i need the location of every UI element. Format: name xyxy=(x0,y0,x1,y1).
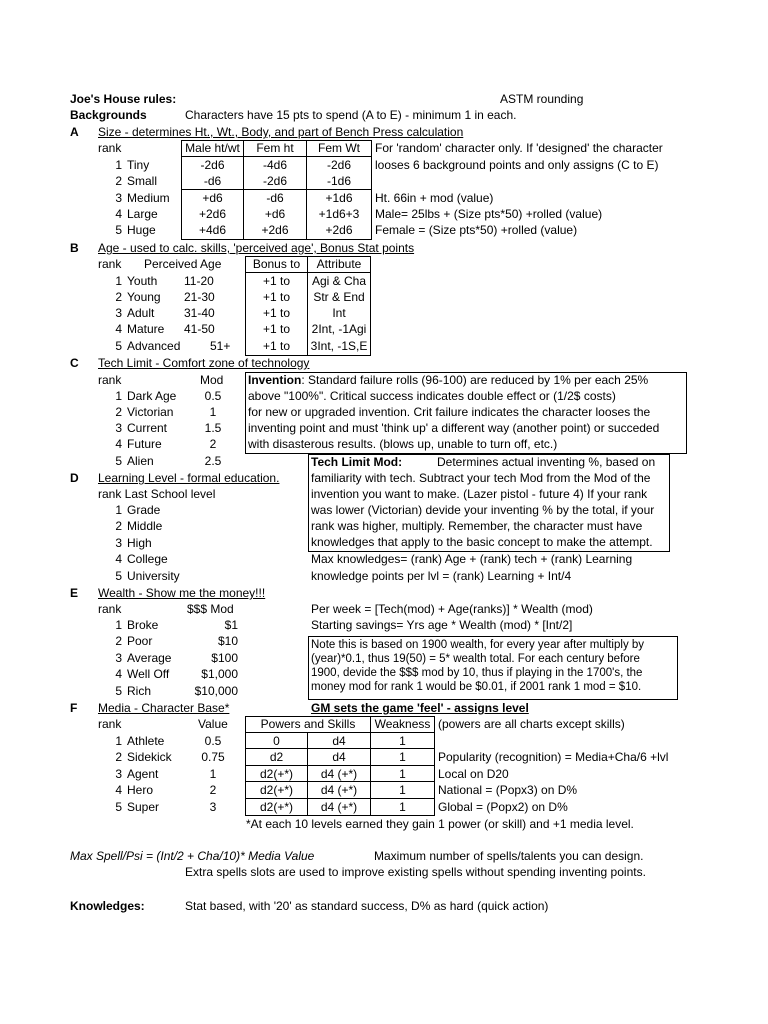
size-cell: -2d6 xyxy=(262,174,288,188)
section-letter-c: C xyxy=(70,356,79,370)
size-cell: -d6 xyxy=(266,191,284,205)
knowledges-text: Stat based, with '20' as standard success, D% as hard (quick action) xyxy=(185,899,549,913)
backgrounds-text: Characters have 15 pts to spend (A to E) - minimum 1 in each. xyxy=(185,108,517,122)
page-title: Joe's House rules: xyxy=(70,92,177,106)
size-rank-name: Small xyxy=(127,174,158,188)
invention-text: : Standard failure rolls (96-100) are reduced by 1% per each 25% xyxy=(301,373,649,387)
learning-note: Max knowledges= (rank) Age + (rank) tech + (rank) Learning xyxy=(311,552,633,566)
media-skills: d4 xyxy=(332,750,346,764)
media-skills: d4 (+*) xyxy=(320,783,358,797)
age-rank-name: Mature xyxy=(127,322,165,336)
media-skills: d4 xyxy=(332,734,346,748)
age-attr: 3Int, -1S,E xyxy=(310,339,368,353)
learning-rank-num: 4 xyxy=(115,552,122,566)
wealth-mod: $100 xyxy=(211,651,238,665)
learning-rank-name: Grade xyxy=(127,503,161,517)
media-note: Popularity (recognition) = Media+Cha/6 +lvl xyxy=(438,750,669,764)
size-rank-num: 3 xyxy=(115,191,122,205)
learning-rank-name: High xyxy=(127,536,152,550)
age-bonus: +1 to xyxy=(262,322,291,336)
media-value: 0.5 xyxy=(204,734,222,748)
age-attr: 2Int, -1Agi xyxy=(311,322,367,336)
media-rank-num: 3 xyxy=(115,767,122,781)
wealth-rank-num: 4 xyxy=(115,667,122,681)
learning-heading: Learning Level - formal education. xyxy=(98,471,280,485)
age-rank-name: Youth xyxy=(127,274,158,288)
age-attr: Int xyxy=(332,306,346,320)
age-heading: Age - used to calc. skills, 'perceived age', Bonus Stat points xyxy=(98,241,415,255)
gm-note: GM sets the game 'feel' - assigns level xyxy=(311,701,529,715)
invention-line: inventing point and must 'think up' a different way (another point) or succeded xyxy=(248,421,660,435)
size-rank-num: 4 xyxy=(115,207,122,221)
media-rank-num: 1 xyxy=(115,734,122,748)
size-rank-num: 5 xyxy=(115,223,122,237)
size-cell: -2d6 xyxy=(200,158,225,172)
age-attr-header: Attribute xyxy=(316,257,362,271)
age-range: 11-20 xyxy=(184,274,214,288)
size-col-header: Fem Wt xyxy=(318,141,360,155)
wealth-mod-label: $$$ Mod xyxy=(187,602,234,616)
size-cell: -2d6 xyxy=(326,158,352,172)
age-rank-label: rank xyxy=(98,257,122,271)
media-weakness: 1 xyxy=(399,750,406,764)
section-letter-d: D xyxy=(70,471,79,485)
powers-note: (powers are all charts except skills) xyxy=(438,717,625,731)
size-cell: +d6 xyxy=(202,191,223,205)
wealth-rank-num: 3 xyxy=(115,651,122,665)
tech-limit-line: knowledges that apply to the basic concept to make the attempt. xyxy=(311,535,653,549)
media-weak-header: Weakness xyxy=(374,717,431,731)
wealth-rank-name: Broke xyxy=(127,618,159,632)
size-cell: +1d6 xyxy=(325,191,353,205)
wealth-box-line: money mod for rank 1 would be $0.01, if 2001 rank 1 mod = $10. xyxy=(311,681,642,693)
media-weakness: 1 xyxy=(399,767,406,781)
age-range: 41-50 xyxy=(184,322,215,336)
media-powers: d2(+*) xyxy=(259,783,294,797)
size-note: Male= 25lbs + (Size pts*50) +rolled (value) xyxy=(375,207,603,221)
tech-limit-label: Tech Limit Mod: xyxy=(311,455,403,469)
tech-rank-name: Victorian xyxy=(127,405,174,419)
age-rank-name: Advanced xyxy=(127,339,181,353)
media-note: National = (Popx3) on D% xyxy=(438,783,578,797)
invention-line: with disasterous results. (blows up, unable to turn off, etc.) xyxy=(248,437,558,451)
wealth-box-line: (year)*0.1, thus 19(50) = 5* wealth total. For each century before xyxy=(311,653,640,665)
learning-rank-num: 3 xyxy=(115,536,122,550)
media-value: 2 xyxy=(209,783,217,797)
section-letter-e: E xyxy=(70,586,79,600)
media-rank-name: Hero xyxy=(127,783,154,797)
media-value: 3 xyxy=(209,800,217,814)
wealth-rank-num: 5 xyxy=(115,684,122,698)
knowledges-label: Knowledges: xyxy=(70,899,145,913)
section-letter-b: B xyxy=(70,241,79,255)
age-rank-num: 3 xyxy=(115,306,122,320)
invention-line xyxy=(248,372,648,388)
backgrounds-label: Backgrounds xyxy=(70,108,147,122)
tech-rank-num: 1 xyxy=(115,389,122,403)
media-note: Global = (Popx2) on D% xyxy=(438,800,568,814)
wealth-mod: $1 xyxy=(224,618,238,632)
size-rank-name: Huge xyxy=(127,223,156,237)
wealth-rank-label: rank xyxy=(98,602,122,616)
wealth-mod: $10,000 xyxy=(194,684,238,698)
learning-rank-num: 1 xyxy=(115,503,122,517)
size-rank-name: Large xyxy=(127,207,158,221)
tech-rank-num: 2 xyxy=(115,405,122,419)
age-attr: Str & End xyxy=(313,290,365,304)
age-rank-name: Adult xyxy=(127,306,155,320)
spell-extra: Extra spells slots are used to improve existing spells without spending inventing points. xyxy=(185,865,646,879)
age-rank-name: Young xyxy=(127,290,161,304)
age-bonus: +1 to xyxy=(262,306,291,320)
size-note: For 'random' character only. If 'designed' the character xyxy=(375,141,663,155)
media-value: 1 xyxy=(209,767,217,781)
age-rank-num: 4 xyxy=(115,322,122,336)
size-note: Female = (Size pts*50) +rolled (value) xyxy=(375,223,578,237)
media-skills: d4 (+*) xyxy=(320,800,358,814)
media-rank-name: Super xyxy=(127,800,160,814)
wealth-rank-num: 2 xyxy=(115,634,122,648)
size-note: looses 6 background points and only assigns (C to E) xyxy=(375,158,659,172)
size-rank-num: 1 xyxy=(115,158,122,172)
age-range: 51+ xyxy=(210,339,231,353)
media-weakness: 1 xyxy=(399,783,406,797)
learning-rank-label: rank Last School level xyxy=(98,487,216,501)
tech-limit-line: familiarity with tech. Subtract your tech Mod from the Mod of the xyxy=(311,471,651,485)
size-rank-name: Tiny xyxy=(127,158,150,172)
age-rank-num: 5 xyxy=(115,339,122,353)
age-rank-num: 2 xyxy=(115,290,122,304)
age-range: 31-40 xyxy=(184,306,215,320)
size-cell: -1d6 xyxy=(326,174,352,188)
wealth-rank-name: Poor xyxy=(127,634,153,648)
wealth-heading: Wealth - Show me the money!!! xyxy=(98,586,266,600)
invention-label: Invention xyxy=(248,373,302,387)
tech-limit-line: Determines actual inventing %, based on xyxy=(437,455,656,469)
learning-rank-num: 5 xyxy=(115,569,122,583)
age-range: 21-30 xyxy=(184,290,215,304)
size-col-header: Male ht/wt xyxy=(185,141,240,155)
wealth-mod: $10 xyxy=(217,634,238,648)
media-rank-num: 5 xyxy=(115,800,122,814)
size-rank-num: 2 xyxy=(115,174,122,188)
tech-rank-num: 4 xyxy=(115,437,122,451)
size-cell: +d6 xyxy=(264,207,286,221)
learning-rank-name: University xyxy=(127,569,180,583)
age-bonus: +1 to xyxy=(262,290,291,304)
tech-limit-line: rank was higher, multiply. Remember, the character must have xyxy=(311,519,643,533)
size-cell: +2d6 xyxy=(198,207,227,221)
tech-rank-name: Dark Age xyxy=(127,389,177,403)
invention-line: for new or upgraded invention. Crit failure indicates the character looses the xyxy=(248,405,651,419)
rounding-note: ASTM rounding xyxy=(500,92,584,106)
wealth-mod: $1,000 xyxy=(201,667,238,681)
spell-desc: Maximum number of spells/talents you can design. xyxy=(374,849,644,863)
tech-rank-num: 5 xyxy=(115,454,122,468)
learning-rank-num: 2 xyxy=(115,519,122,533)
media-weakness: 1 xyxy=(399,734,406,748)
learning-rank-name: Middle xyxy=(127,519,163,533)
age-bonus: +1 to xyxy=(262,339,291,353)
media-rank-num: 2 xyxy=(115,750,122,764)
media-note: Local on D20 xyxy=(438,767,509,781)
size-rank-name: Medium xyxy=(127,191,170,205)
wealth-rank-name: Average xyxy=(127,651,172,665)
size-cell: +2d6 xyxy=(261,223,289,237)
age-attr: Agi & Cha xyxy=(311,274,367,288)
wealth-note: Per week = [Tech(mod) + Age(ranks)] * Wealth (mod) xyxy=(311,602,593,616)
tech-mod-label: Mod xyxy=(200,373,224,387)
media-rank-name: Agent xyxy=(127,767,159,781)
media-powers: d2 xyxy=(269,750,284,764)
media-powers: d2(+*) xyxy=(259,767,294,781)
media-ps-header: Powers and Skills xyxy=(260,717,356,731)
media-powers: 0 xyxy=(273,734,280,748)
size-cell: -4d6 xyxy=(262,158,288,172)
size-cell: +1d6+3 xyxy=(318,207,360,221)
tech-mod: 1.5 xyxy=(204,421,222,435)
size-col-header: Fem ht xyxy=(256,141,294,155)
wealth-rank-num: 1 xyxy=(115,618,122,632)
size-rank-label: rank xyxy=(98,141,122,155)
size-cell: +4d6 xyxy=(198,223,227,237)
tech-limit-line: was lower (Victorian) devide your inventing % by the total, if your xyxy=(311,503,655,517)
media-rank-name: Athlete xyxy=(127,734,165,748)
age-bonus: +1 to xyxy=(262,274,291,288)
age-perceived-label: Perceived Age xyxy=(144,257,222,271)
wealth-rank-name: Rich xyxy=(127,684,152,698)
tech-rank-name: Alien xyxy=(127,454,154,468)
learning-rank-name: College xyxy=(127,552,168,566)
age-rank-num: 1 xyxy=(115,274,122,288)
media-weakness: 1 xyxy=(399,800,406,814)
learning-note: knowledge points per lvl = (rank) Learning + Int/4 xyxy=(311,569,572,583)
tech-mod: 1 xyxy=(209,405,217,419)
media-rank-name: Sidekick xyxy=(127,750,172,764)
media-value-label: Value xyxy=(198,717,228,731)
age-bonus-header: Bonus to xyxy=(252,257,301,271)
media-skills: d4 (+*) xyxy=(320,767,358,781)
tech-mod: 0.5 xyxy=(204,389,222,403)
wealth-box-line: Note this is based on 1900 wealth, for every year after multiply by xyxy=(311,639,645,651)
tech-limit-line: invention you want to make. (Lazer pistol - future 4) If your rank xyxy=(311,487,648,501)
invention-line: above "100%". Critical success indicates double effect or (1/2$ costs) xyxy=(248,389,616,403)
media-rank-num: 4 xyxy=(115,783,122,797)
media-value: 0.75 xyxy=(201,750,225,764)
section-letter-a: A xyxy=(70,125,79,139)
size-cell: +2d6 xyxy=(325,223,353,237)
wealth-box-line: 1900, devide the $$$ mod by 10, thus if playing in the 1700's, the xyxy=(311,667,643,679)
media-rank-label: rank xyxy=(98,717,122,731)
size-heading: Size - determines Ht., Wt., Body, and part of Bench Press calculation xyxy=(98,125,464,139)
size-note: Ht. 66in + mod (value) xyxy=(375,191,494,205)
tech-rank-label: rank xyxy=(98,373,122,387)
wealth-note: Starting savings= Yrs age * Wealth (mod) * [Int/2] xyxy=(311,618,573,632)
tech-heading: Tech Limit - Comfort zone of technology xyxy=(98,356,310,370)
tech-mod: 2.5 xyxy=(204,454,222,468)
tech-rank-name: Future xyxy=(127,437,162,451)
section-letter-f: F xyxy=(70,701,78,715)
wealth-rank-name: Well Off xyxy=(127,667,170,681)
media-footnote: *At each 10 levels earned they gain 1 power (or skill) and +1 media level. xyxy=(246,817,634,831)
tech-rank-num: 3 xyxy=(115,421,122,435)
media-heading: Media - Character Base* xyxy=(98,701,230,715)
tech-rank-name: Current xyxy=(127,421,168,435)
spell-formula: Max Spell/Psi = (Int/2 + Cha/10)* Media Value xyxy=(70,849,315,863)
media-powers: d2(+*) xyxy=(259,800,294,814)
tech-mod: 2 xyxy=(209,437,217,451)
size-cell: -d6 xyxy=(203,174,222,188)
